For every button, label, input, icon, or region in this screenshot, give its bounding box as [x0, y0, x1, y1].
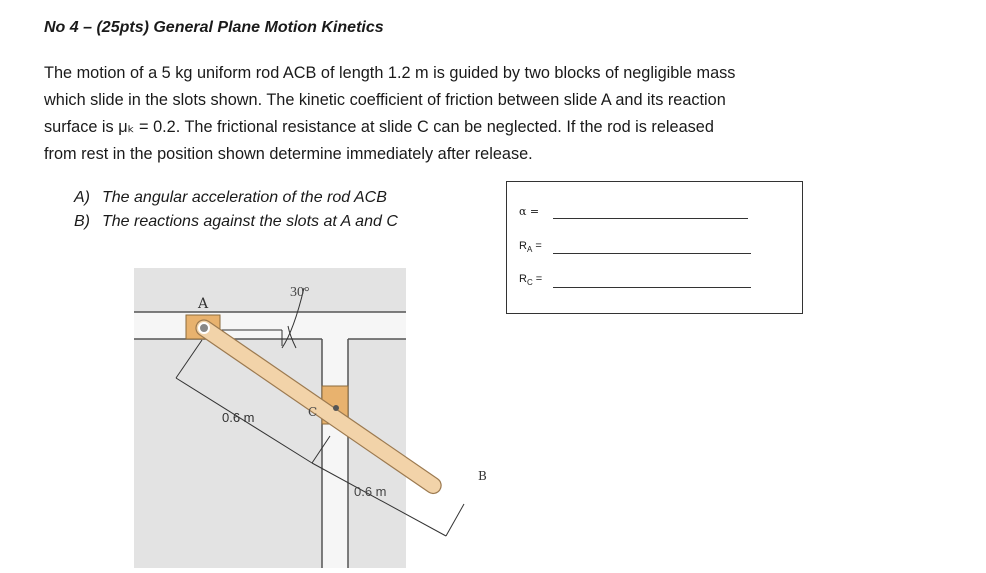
horizontal-slot [134, 312, 406, 339]
statement-line-2: which slide in the slots shown. The kinetic coefficient of friction between slide A and its reaction [44, 91, 726, 109]
problem-title: No 4 – (25pts) General Plane Motion Kinetics [44, 19, 384, 36]
answer-box [506, 181, 803, 314]
rc-answer-line[interactable] [553, 287, 751, 288]
pin-c [333, 405, 339, 411]
alpha-answer-line[interactable] [553, 218, 748, 219]
label-point-b: B [478, 469, 487, 483]
part-b [74, 210, 398, 234]
mechanism-diagram [134, 268, 494, 568]
part-a [74, 186, 398, 210]
alpha-text: α = [519, 205, 540, 218]
pin-a [199, 323, 209, 333]
statement-line-4: from rest in the position shown determine immediately after release. [44, 145, 533, 163]
ra-main: R [519, 240, 527, 252]
rc-main: R [519, 273, 527, 285]
label-dim-ac: 0.6 m [222, 410, 255, 425]
label-point-c: C [308, 405, 318, 419]
ra-answer-line[interactable] [553, 253, 751, 254]
part-a-label: A) [74, 189, 90, 206]
ra-sub: A [526, 245, 533, 255]
label-point-a: A [198, 296, 209, 312]
mechanism-figure [134, 268, 494, 568]
ra-answer-label [519, 240, 542, 254]
vertical-slot [322, 339, 348, 568]
rc-eq: = [535, 273, 543, 285]
statement-line-1: The motion of a 5 kg uniform rod ACB of length 1.2 m is guided by two blocks of negligible mass [44, 64, 736, 82]
question-parts [74, 186, 398, 234]
label-dim-cb: 0.6 m [354, 484, 387, 499]
ra-eq: = [535, 240, 542, 252]
label-angle: 30° [290, 285, 310, 300]
part-b-label: B) [74, 213, 90, 230]
part-b-text: The reactions against the slots at A and C [102, 213, 398, 230]
rc-sub: C [526, 278, 533, 288]
problem-statement [44, 60, 824, 168]
alpha-answer-label [519, 205, 539, 218]
statement-line-3: surface is μₖ = 0.2. The frictional resistance at slide C can be neglected. If the rod is released [44, 118, 714, 136]
part-a-text: The angular acceleration of the rod ACB [102, 189, 387, 206]
dim-ext-b [446, 504, 464, 536]
rc-answer-label [519, 273, 542, 287]
